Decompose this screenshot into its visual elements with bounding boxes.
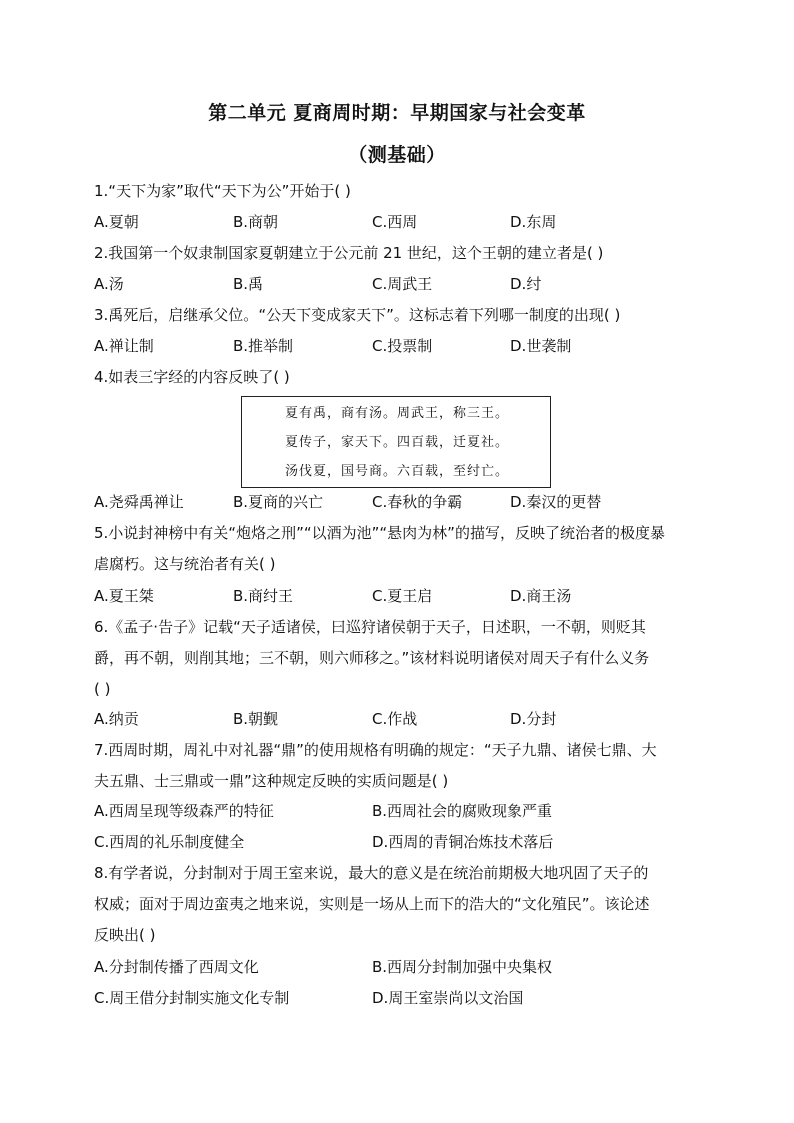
- question-5-option-c: C.夏王启: [372, 587, 433, 605]
- question-5-option-a: A.夏王桀: [94, 587, 154, 605]
- question-5-option-b: B.商纣王: [233, 587, 294, 605]
- sanzijing-line-2: 夏传子，家天下。四百载，迁夏社。: [284, 435, 509, 450]
- question-3-option-a: A.禅让制: [94, 337, 154, 355]
- question-3-option-d: D.世袭制: [510, 337, 572, 355]
- question-5-stem-line-1: 5.小说封神榜中有关“炮烙之刑”“以酒为池”“悬肉为林”的描写，反映了统治者的极度暴: [94, 524, 665, 542]
- question-3-option-c: C.投票制: [372, 337, 433, 355]
- question-7-option-d: D.西周的青铜冶炼技术落后: [372, 833, 554, 851]
- question-8-stem-line-3: 反映出( ): [94, 926, 156, 944]
- question-1-option-d: D.东周: [510, 213, 557, 231]
- question-7-stem-line-2: 夫五鼎、士三鼎或一鼎”这种规定反映的实质问题是( ): [94, 772, 449, 790]
- question-4-option-d: D.秦汉的更替: [510, 493, 602, 511]
- question-6-stem-line-2: 爵，再不朝，则削其地；三不朝，则六师移之。”该材料说明诸侯对周天子有什么义务: [94, 649, 650, 667]
- sanzijing-table: [241, 396, 551, 488]
- question-2-option-b: B.禹: [233, 275, 264, 293]
- question-1-option-a: A.夏朝: [94, 213, 139, 231]
- question-6-option-c: C.作战: [372, 710, 418, 728]
- page-title: 第二单元 夏商周时期：早期国家与社会变革: [208, 102, 586, 124]
- question-1-option-c: C.西周: [372, 213, 418, 231]
- question-3-stem: 3.禹死后，启继承父位。“公天下变成家天下”。这标志着下列哪一制度的出现( ): [94, 306, 621, 324]
- question-4-stem: 4.如表三字经的内容反映了( ): [94, 368, 290, 386]
- question-6-stem-line-3: ( ): [94, 680, 111, 698]
- question-3-option-b: B.推举制: [233, 337, 294, 355]
- question-2-option-a: A.汤: [94, 275, 124, 293]
- question-2-stem: 2.我国第一个奴隶制国家夏朝建立于公元前 21 世纪，这个王朝的建立者是( ): [94, 244, 604, 262]
- question-6-stem-line-1: 6.《孟子·告子》记载“天子适诸侯，曰巡狩诸侯朝于天子，日述职，一不朝，则贬其: [94, 618, 646, 636]
- page-subtitle: （测基础）: [348, 144, 446, 166]
- question-5-stem-line-2: 虐腐朽。这与统治者有关( ): [94, 555, 276, 573]
- question-5-option-d: D.商王汤: [510, 587, 572, 605]
- question-2-option-c: C.周武王: [372, 275, 433, 293]
- sanzijing-line-1: 夏有禹，商有汤。周武王，称三王。: [284, 406, 509, 421]
- question-8-stem-line-1: 8.有学者说，分封制对于周王室来说，最大的意义是在统治前期极大地巩固了天子的: [94, 864, 649, 882]
- question-8-option-c: C.周王借分封制实施文化专制: [94, 989, 290, 1007]
- question-8-option-b: B.西周分封制加强中央集权: [372, 958, 553, 976]
- question-6-option-a: A.纳贡: [94, 710, 139, 728]
- question-4-option-b: B.夏商的兴亡: [233, 493, 324, 511]
- question-2-option-d: D.纣: [510, 275, 542, 293]
- question-4-option-c: C.春秋的争霸: [372, 493, 463, 511]
- question-1-stem: 1.“天下为家”取代“天下为公”开始于( ): [94, 182, 351, 200]
- question-8-stem-line-2: 权威；面对于周边蛮夷之地来说，实则是一场从上而下的浩大的“文化殖民”。该论述: [94, 895, 650, 913]
- sanzijing-line-3: 汤伐夏，国号商。六百载，至纣亡。: [284, 464, 509, 479]
- question-4-option-a: A.尧舜禹禅让: [94, 493, 184, 511]
- question-7-option-c: C.西周的礼乐制度健全: [94, 833, 245, 851]
- question-7-stem-line-1: 7.西周时期，周礼中对礼器“鼎”的使用规格有明确的规定：“天子九鼎、诸侯七鼎、大: [94, 741, 657, 759]
- question-7-option-a: A.西周呈现等级森严的特征: [94, 802, 274, 820]
- question-6-option-d: D.分封: [510, 710, 557, 728]
- question-6-option-b: B.朝觐: [233, 710, 279, 728]
- question-8-option-d: D.周王室崇尚以文治国: [372, 989, 524, 1007]
- question-1-option-b: B.商朝: [233, 213, 279, 231]
- question-8-option-a: A.分封制传播了西周文化: [94, 958, 259, 976]
- question-7-option-b: B.西周社会的腐败现象严重: [372, 802, 553, 820]
